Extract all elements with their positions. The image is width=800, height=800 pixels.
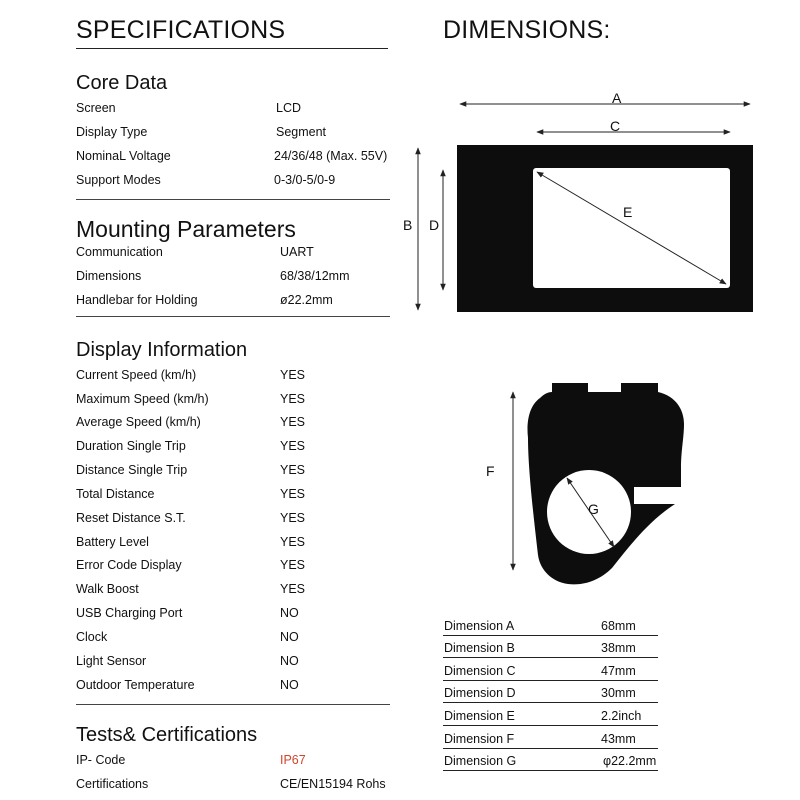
dimension-label: Dimension E [444, 708, 515, 723]
spec-label: Reset Distance S.T. [76, 511, 186, 525]
dimension-value: 68mm [601, 618, 636, 633]
dimension-row-f [443, 726, 658, 749]
dimension-row-d [443, 681, 658, 704]
spec-label: Total Distance [76, 487, 155, 501]
spec-value: UART [280, 245, 314, 259]
spec-value: YES [280, 511, 306, 525]
dimension-label: Dimension G [444, 754, 517, 769]
spec-label: Battery Level [76, 535, 149, 549]
spec-label: Duration Single Trip [76, 439, 186, 453]
dimensions-heading: DIMENSIONS: [443, 16, 611, 44]
spec-label: Handlebar for Holding [76, 293, 198, 307]
dimension-row-e [443, 703, 658, 726]
mounting-parameters-title: Mounting Parameters [76, 216, 296, 242]
spec-label: Maximum Speed (km/h) [76, 392, 209, 406]
dimension-value: 30mm [601, 686, 636, 701]
spec-label: Distance Single Trip [76, 463, 188, 477]
spec-value: LCD [276, 101, 302, 115]
dimension-e-label: E [623, 204, 633, 220]
dimension-value: 43mm [601, 731, 636, 746]
spec-value: NO [280, 606, 299, 620]
spec-value: YES [280, 463, 306, 477]
spec-value: Segment [276, 125, 327, 139]
dimension-a-label: A [612, 90, 622, 106]
dimension-row-a [443, 613, 658, 636]
spec-label: Clock [76, 630, 108, 644]
dimension-row-g [443, 749, 658, 772]
spec-label: Current Speed (km/h) [76, 368, 197, 382]
spec-label: Communication [76, 245, 163, 259]
spec-value: 68/38/12mm [280, 269, 350, 283]
spec-label: Dimensions [76, 269, 142, 283]
spec-label: Screen [76, 101, 116, 115]
spec-value: YES [280, 439, 306, 453]
dimension-table [443, 613, 658, 771]
spec-value: YES [280, 535, 306, 549]
tests-certifications-title: Tests& Certifications [76, 724, 258, 746]
dimension-value: φ22.2mm [603, 754, 657, 769]
spec-label: Walk Boost [76, 582, 139, 596]
spec-value: YES [280, 487, 306, 501]
dimension-c-label: C [610, 118, 621, 134]
spec-value: 24/36/48 (Max. 55V) [274, 149, 388, 163]
spec-value: ø22.2mm [280, 293, 333, 307]
spec-value: YES [280, 582, 306, 596]
dimension-b-label: B [403, 217, 413, 233]
spec-label: USB Charging Port [76, 606, 183, 620]
spec-value: CE/EN15194 Rohs [280, 777, 386, 791]
specifications-heading: SPECIFICATIONS [76, 16, 286, 44]
spec-value: NO [280, 630, 299, 644]
spec-value: NO [280, 654, 299, 668]
dimension-g-label: G [588, 501, 599, 517]
spec-value: NO [280, 678, 299, 692]
display-information-title: Display Information [76, 339, 248, 361]
spec-label: Outdoor Temperature [76, 678, 195, 692]
dimension-value: 2.2inch [601, 708, 642, 723]
dimension-label: Dimension C [444, 663, 516, 678]
spec-value: YES [280, 415, 306, 429]
spec-label: Display Type [76, 125, 148, 139]
dimension-label: Dimension A [444, 618, 515, 633]
ip-code-value: IP67 [280, 753, 306, 767]
spec-value: YES [280, 392, 306, 406]
dimension-row-b [443, 636, 658, 659]
display-front-view [403, 90, 753, 312]
dimension-label: Dimension B [444, 641, 515, 656]
dimension-row-c [443, 658, 658, 681]
spec-label: Support Modes [76, 173, 161, 187]
spec-value: 0-3/0-5/0-9 [274, 173, 336, 187]
spec-label: IP- Code [76, 753, 126, 767]
spec-value: YES [280, 558, 306, 572]
spec-label: Average Speed (km/h) [76, 415, 201, 429]
dimension-label: Dimension F [444, 731, 515, 746]
spec-label: Certifications [76, 777, 149, 791]
spec-value: YES [280, 368, 306, 382]
dimension-value: 38mm [601, 641, 636, 656]
dimension-label: Dimension D [444, 686, 516, 701]
dimension-f-label: F [486, 463, 495, 479]
spec-label: NominaL Voltage [76, 149, 171, 163]
spec-label: Error Code Display [76, 558, 182, 572]
spec-label: Light Sensor [76, 654, 147, 668]
dimension-d-label: D [429, 217, 440, 233]
core-data-title: Core Data [76, 72, 168, 94]
clamp-side-view [486, 383, 684, 584]
dimension-value: 47mm [601, 663, 636, 678]
